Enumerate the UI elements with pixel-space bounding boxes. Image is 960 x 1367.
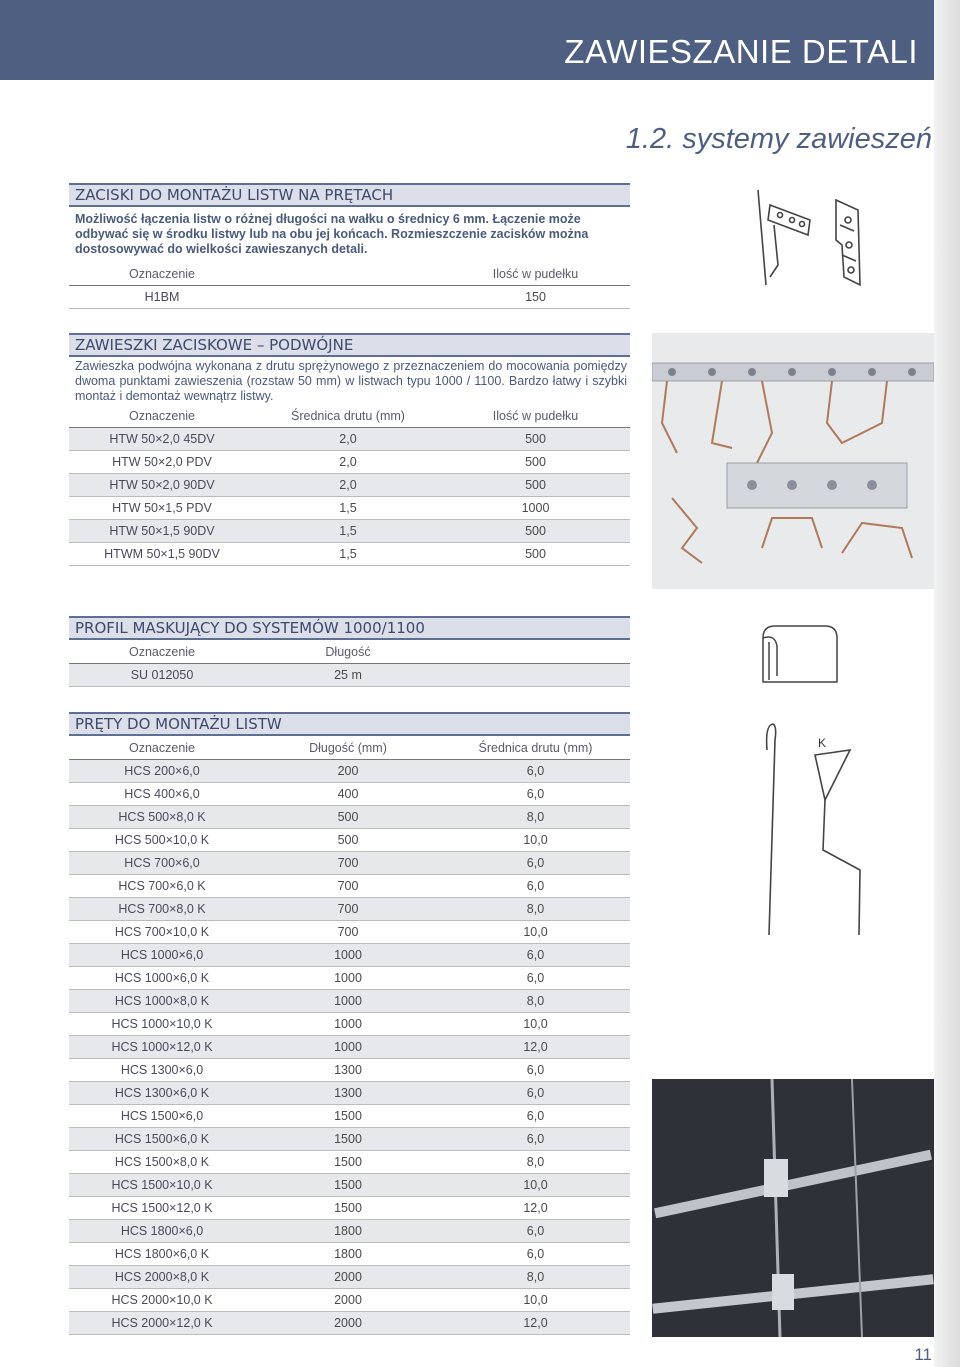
cell-code: HCS 1000×10,0 K (69, 1013, 255, 1036)
installation-photo-drawing (652, 1079, 934, 1337)
column-header: Średnica drutu (mm) (255, 405, 441, 428)
table-row (69, 852, 630, 875)
cell-value: 1800 (255, 1220, 441, 1243)
cell-value: 500 (255, 806, 441, 829)
cell-value: 10,0 (441, 1013, 630, 1036)
cell-value: 200 (255, 760, 441, 783)
table-prety (69, 737, 630, 1335)
table-row (69, 1059, 630, 1082)
cell-value: 6,0 (441, 783, 630, 806)
cell-code: HCS 1000×6,0 (69, 944, 255, 967)
cell-value: 2000 (255, 1266, 441, 1289)
cell-code: HCS 1500×6,0 K (69, 1128, 255, 1151)
table-row (69, 921, 630, 944)
section-subtitle: 1.2. systemy zawieszeń (625, 123, 932, 155)
table-row (69, 829, 630, 852)
table-row (69, 497, 630, 520)
cell-value: 700 (255, 921, 441, 944)
header-banner (0, 0, 934, 80)
table-row (69, 1243, 630, 1266)
hanger-photo-drawing (652, 333, 934, 589)
cell-code: HCS 1800×6,0 (69, 1220, 255, 1243)
cell-value: 10,0 (441, 921, 630, 944)
cell-value: 12,0 (441, 1312, 630, 1335)
column-header: Oznaczenie (69, 263, 255, 286)
cell-code: HCS 1500×6,0 (69, 1105, 255, 1128)
cell-code: HCS 1000×12,0 K (69, 1036, 255, 1059)
table-row (69, 664, 630, 687)
column-header: Ilość w pudełku (441, 405, 630, 428)
table-row (69, 286, 630, 309)
cell-value: 6,0 (441, 967, 630, 990)
table-row (69, 898, 630, 921)
cell-value: 25 m (255, 664, 441, 687)
cell-value: 8,0 (441, 990, 630, 1013)
table-row (69, 1174, 630, 1197)
table-row (69, 1220, 630, 1243)
table-row (69, 1312, 630, 1335)
table-row (69, 1013, 630, 1036)
cell-value: 1500 (255, 1174, 441, 1197)
cell-value: 500 (255, 829, 441, 852)
table-row (69, 875, 630, 898)
cell-code: HCS 200×6,0 (69, 760, 255, 783)
cell-value: 500 (441, 451, 630, 474)
cell-code: HCS 1300×6,0 (69, 1059, 255, 1082)
cell-value: 1500 (255, 1105, 441, 1128)
table-row (69, 1266, 630, 1289)
table-zawieszki (69, 405, 630, 566)
cell-value: 6,0 (441, 1105, 630, 1128)
cell-code: HTW 50×2,0 PDV (69, 451, 255, 474)
section-description-zaciski: Możliwość łączenia listw o różnej długości na wałku o średnicy 6 mm. Łączenie może odbywać się w środku listwy lub na obu jej końcach. Rozmieszczenie zacisków można dostosowywać do wielkości zawieszanych detali. (75, 212, 589, 256)
cell-value: 1,5 (255, 520, 441, 543)
section-title-profil: PROFIL MASKUJĄCY DO SYSTEMÓW 1000/1100 (69, 616, 630, 640)
cell-code: HTWM 50×1,5 90DV (69, 543, 255, 566)
table-row (69, 1197, 630, 1220)
cell-value: 500 (441, 543, 630, 566)
cell-code: HCS 700×6,0 K (69, 875, 255, 898)
cell-value: 10,0 (441, 1174, 630, 1197)
cell-code: HCS 1300×6,0 K (69, 1082, 255, 1105)
table-row (69, 543, 630, 566)
cell-value: 12,0 (441, 1036, 630, 1059)
cell-code: HCS 700×6,0 (69, 852, 255, 875)
cell-value: 6,0 (441, 875, 630, 898)
table-row (69, 1036, 630, 1059)
column-header: Oznaczenie (69, 641, 255, 664)
cell-value: 500 (441, 428, 630, 451)
cell-value: 1000 (255, 1036, 441, 1059)
cell-value: 10,0 (441, 829, 630, 852)
column-spacer (255, 263, 441, 286)
table-row (69, 944, 630, 967)
column-header: Długość (mm) (255, 737, 441, 760)
table-row (69, 1289, 630, 1312)
cell-code: HTW 50×2,0 90DV (69, 474, 255, 497)
section-title-zaciski: ZACISKI DO MONTAŻU LISTW NA PRĘTACH (69, 183, 630, 207)
cell-value: 2000 (255, 1312, 441, 1335)
cell-code: SU 012050 (69, 664, 255, 687)
cell-code: HCS 700×8,0 K (69, 898, 255, 921)
cell-value: 2,0 (255, 428, 441, 451)
cell-empty (441, 664, 630, 687)
table-row (69, 1105, 630, 1128)
cell-code: HCS 700×10,0 K (69, 921, 255, 944)
page-edge-strip (934, 0, 960, 1367)
cell-empty (255, 286, 441, 309)
cell-value: 6,0 (441, 1128, 630, 1151)
section-description-zawieszki: Zawieszka podwójna wykonana z drutu sprężynowego z przeznaczeniem do mocowania pomiędzy dwoma punktami zawieszenia (rozstaw 50 mm) w listwach typu 1000 / 1100. Bardzo łatwy i szybki montaż i demontaż wewnątrz listwy. (75, 359, 627, 403)
cell-value: 1300 (255, 1059, 441, 1082)
cell-code: HCS 2000×8,0 K (69, 1266, 255, 1289)
cell-value: 2000 (255, 1289, 441, 1312)
cell-value: 150 (441, 286, 630, 309)
table-zaciski (69, 263, 630, 309)
cell-value: 1000 (255, 1013, 441, 1036)
column-header: Oznaczenie (69, 737, 255, 760)
cell-value: 700 (255, 875, 441, 898)
cell-value: 700 (255, 852, 441, 875)
cell-value: 8,0 (441, 806, 630, 829)
table-row (69, 451, 630, 474)
cell-value: 6,0 (441, 1082, 630, 1105)
cell-code: HTW 50×1,5 90DV (69, 520, 255, 543)
cell-value: 1000 (255, 944, 441, 967)
table-prety-body (69, 760, 630, 1335)
table-row (69, 760, 630, 783)
cell-value: 6,0 (441, 852, 630, 875)
column-header: Ilość w pudełku (441, 263, 630, 286)
table-row (69, 990, 630, 1013)
cell-value: 1300 (255, 1082, 441, 1105)
cell-value: 6,0 (441, 1243, 630, 1266)
cell-value: 500 (441, 520, 630, 543)
clip-illustration (748, 185, 878, 295)
cell-value: 2,0 (255, 451, 441, 474)
table-row (69, 967, 630, 990)
table-row (69, 520, 630, 543)
column-spacer (441, 641, 630, 664)
cell-code: HCS 500×10,0 K (69, 829, 255, 852)
table-row (69, 783, 630, 806)
column-header: Oznaczenie (69, 405, 255, 428)
table-row (69, 474, 630, 497)
cell-value: 1000 (441, 497, 630, 520)
cell-code: HCS 400×6,0 (69, 783, 255, 806)
cell-code: H1BM (69, 286, 255, 309)
cell-value: 1500 (255, 1151, 441, 1174)
cell-code: HCS 1500×10,0 K (69, 1174, 255, 1197)
rod-k-label: K (818, 736, 827, 750)
column-header: Długość (255, 641, 441, 664)
table-row (69, 806, 630, 829)
table-row (69, 1082, 630, 1105)
cell-value: 1500 (255, 1197, 441, 1220)
page-number: 11 (914, 1345, 932, 1364)
cell-value: 6,0 (441, 1059, 630, 1082)
table-row (69, 1128, 630, 1151)
cell-code: HCS 500×8,0 K (69, 806, 255, 829)
section-title-zawieszki: ZAWIESZKI ZACISKOWE – PODWÓJNE (69, 333, 630, 357)
table-row (69, 428, 630, 451)
cell-value: 8,0 (441, 1266, 630, 1289)
section-title-prety: PRĘTY DO MONTAŻU LISTW (69, 712, 630, 736)
installation-photo (652, 1079, 934, 1337)
cell-code: HCS 1000×8,0 K (69, 990, 255, 1013)
cell-value: 10,0 (441, 1289, 630, 1312)
cell-code: HTW 50×2,0 45DV (69, 428, 255, 451)
cell-value: 1000 (255, 990, 441, 1013)
cell-value: 700 (255, 898, 441, 921)
hanger-photo (652, 333, 934, 589)
cell-value: 1800 (255, 1243, 441, 1266)
cell-code: HCS 1800×6,0 K (69, 1243, 255, 1266)
cell-value: 8,0 (441, 898, 630, 921)
cell-code: HCS 1500×12,0 K (69, 1197, 255, 1220)
cell-value: 6,0 (441, 1220, 630, 1243)
cell-value: 6,0 (441, 760, 630, 783)
cell-value: 1000 (255, 967, 441, 990)
page-title: ZAWIESZANIE DETALI (564, 33, 918, 70)
cell-value: 2,0 (255, 474, 441, 497)
column-header: Średnica drutu (mm) (441, 737, 630, 760)
rods-illustration (755, 720, 875, 940)
cell-value: 6,0 (441, 944, 630, 967)
cell-code: HTW 50×1,5 PDV (69, 497, 255, 520)
cell-code: HCS 2000×12,0 K (69, 1312, 255, 1335)
cell-value: 400 (255, 783, 441, 806)
table-profil (69, 641, 630, 687)
cell-code: HCS 1000×6,0 K (69, 967, 255, 990)
cell-value: 500 (441, 474, 630, 497)
cell-value: 1,5 (255, 497, 441, 520)
cell-value: 8,0 (441, 1151, 630, 1174)
table-row (69, 1151, 630, 1174)
cell-value: 1,5 (255, 543, 441, 566)
cell-code: HCS 1500×8,0 K (69, 1151, 255, 1174)
mask-profile-illustration (755, 620, 845, 690)
cell-code: HCS 2000×10,0 K (69, 1289, 255, 1312)
cell-value: 12,0 (441, 1197, 630, 1220)
cell-value: 1500 (255, 1128, 441, 1151)
